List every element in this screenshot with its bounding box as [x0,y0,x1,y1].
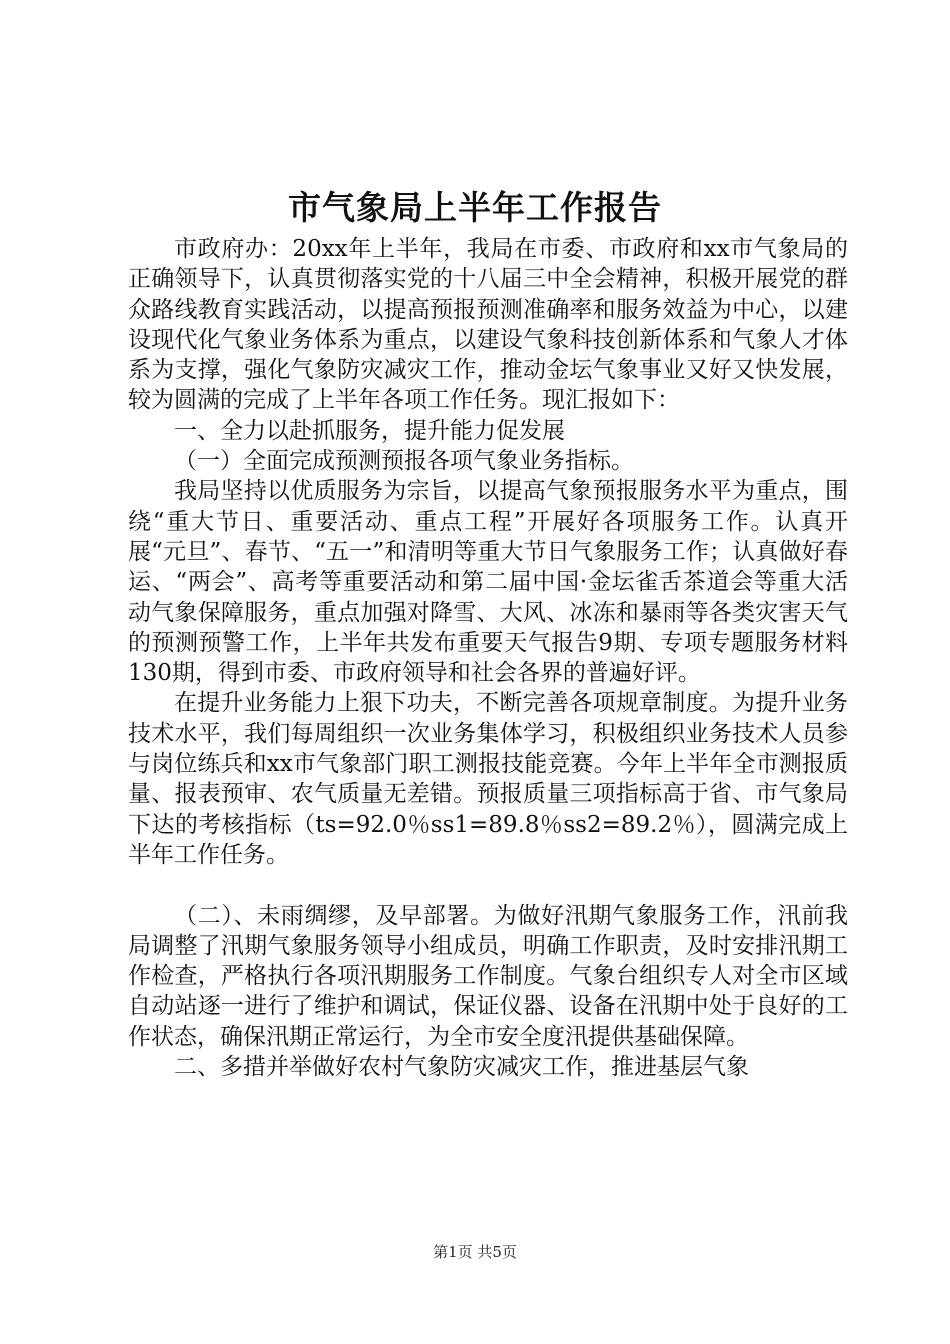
paragraph-intro: 市政府办：20xx年上半年，我局在市委、市政府和xx市气象局的正确领导下，认真贯彻落实党的十八届三中全会精神，积极开展党的群众路线教育实践活动，以提高预报预测准确率和服务效益为中心，以建设现代化气象业务体系为重点，以建设气象科技创新体系和气象人才体系为支撑，强化气象防灾减灾工作，推动金坛气象事业又好又快发展，较为圆满的完成了上半年各项工作任务。现汇报如下： [128,236,848,414]
section-heading-1: 一、全力以赴抓服务，提升能力促发展 [174,417,565,444]
section-heading-2: 二、多措并举做好农村气象防灾减灾工作，推进基层气象 [174,1054,749,1081]
document-title: 市气象局上半年工作报告 [288,188,662,227]
document-body [128,234,848,1082]
paragraph-spacer [128,870,848,900]
paragraph-service: 我局坚持以优质服务为宗旨，以提高气象预报服务水平为重点，围绕“重大节日、重要活动、重点工程”开展好各项服务工作。认真开展“元旦”、春节、“五一”和清明等重大节日气象服务工作；认真做好春运、“两会”、高考等重要活动和第二届中国·金坛雀舌茶道会等重大活动气象保障服务，重点加强对降雪、大风、冰冻和暴雨等各类灾害天气的预测预警工作，上半年共发布重要天气报告9期、专项专题服务材料130期，得到市委、市政府领导和社会各界的普遍好评。 [128,478,848,687]
subsection-heading-1: （一）全面完成预测预报各项气象业务指标。 [174,448,634,475]
page-footer: 第1页 共5页 [433,1243,517,1261]
paragraph-capability: 在提升业务能力上狠下功夫，不断完善各项规章制度。为提升业务技术水平，我们每周组织一次业务集体学习，积极组织业务技术人员参与岗位练兵和xx市气象部门职工测报技能竞赛。今年上半年全市测报质量、报表预审、农气质量无差错。预报质量三项指标高于省、市气象局下达的考核指标（ts=92.0％ss1=89.8％ss2=89.2％），圆满完成上半年工作任务。 [128,690,848,868]
paragraph-flood-season: （二）、未雨绸缪，及早部署。为做好汛期气象服务工作，汛前我局调整了汛期气象服务领导小组成员，明确工作职责，及时安排汛期工作检查，严格执行各项汛期服务工作制度。气象台组织专人对全市区域自动站逐一进行了维护和调试，保证仪器、设备在汛期中处于良好的工作状态，确保汛期正常运行，为全市安全度汛提供基础保障。 [128,902,848,1050]
